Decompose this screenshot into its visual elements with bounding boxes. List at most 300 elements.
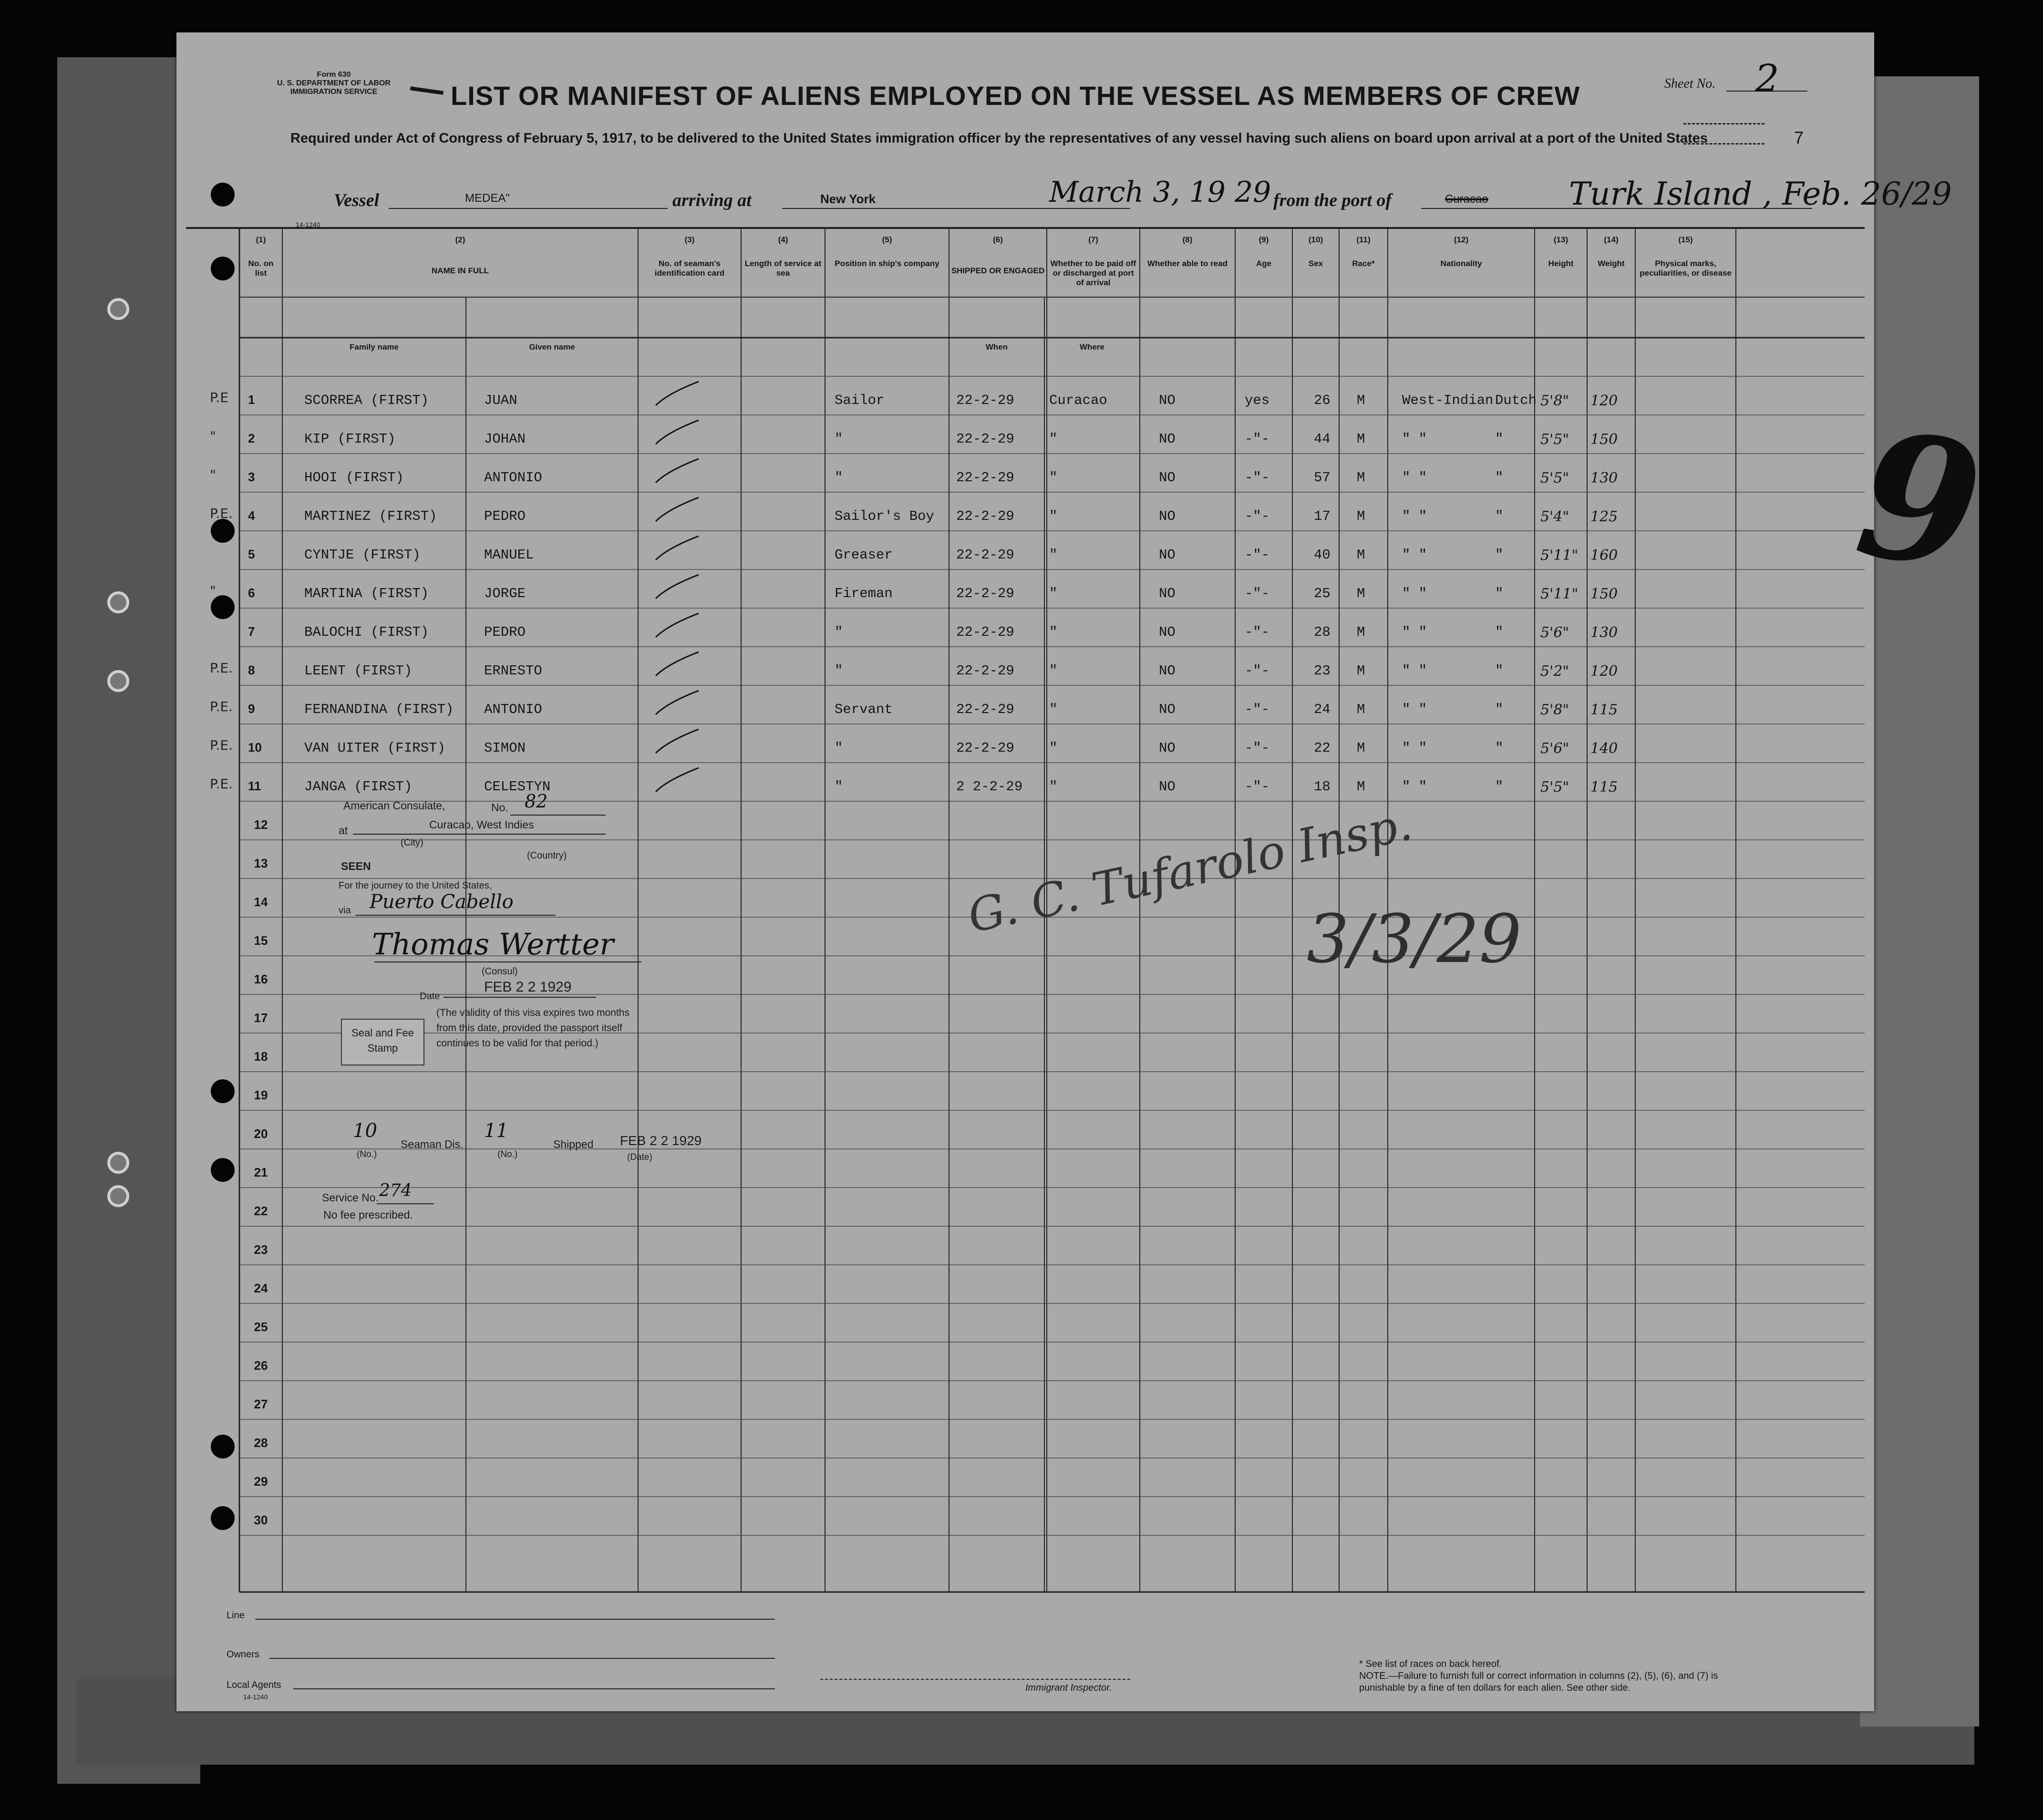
sex: M <box>1357 508 1365 524</box>
paid-off: NO <box>1159 547 1176 563</box>
row-number: 29 <box>254 1474 268 1489</box>
column-number: (5) <box>882 235 892 244</box>
date-line <box>444 997 596 998</box>
race: " " <box>1402 470 1427 486</box>
race: " " <box>1402 779 1427 795</box>
visa-validity-note: (The validity of this visa expires two months from this date, provided the passport itself continues to be valid for that period.) <box>436 1007 629 1049</box>
column-header: Nationality <box>1440 259 1482 268</box>
margin-note: P.E. <box>210 737 233 753</box>
weight: 120 <box>1590 663 1618 680</box>
races-note: * See list of races on back hereof. <box>1359 1659 1502 1669</box>
given-name: CELESTYN <box>484 779 551 795</box>
weight: 115 <box>1590 779 1618 796</box>
checkmark-stroke <box>656 768 699 792</box>
column-header: Height <box>1548 259 1574 268</box>
family-name: MARTINA (FIRST) <box>304 586 429 601</box>
column-header: Weight <box>1598 259 1625 268</box>
row-number: 28 <box>254 1436 268 1450</box>
shipped-where: Curacao <box>1049 393 1107 408</box>
consulate-at-label: at <box>339 824 348 837</box>
age: 40 <box>1314 547 1331 563</box>
column-number: (15) <box>1678 235 1693 244</box>
nationality: " <box>1495 663 1504 679</box>
column-number: (6) <box>993 235 1003 244</box>
age: 22 <box>1314 740 1331 756</box>
shipped-when: 22-2-29 <box>956 470 1014 486</box>
shipped-where: " <box>1049 508 1058 524</box>
margin-note: P.E. <box>210 699 233 714</box>
checkmark-icon <box>653 418 701 451</box>
weight: 150 <box>1590 431 1618 448</box>
shipped-where: " <box>1049 740 1058 756</box>
able-to-read: -"- <box>1245 740 1270 756</box>
position: Fireman <box>835 586 893 601</box>
seaman-dis-label: Seaman Dis. <box>401 1138 464 1150</box>
paid-off: NO <box>1159 702 1176 717</box>
column-header: Sex <box>1308 259 1323 268</box>
row-number: 14 <box>254 895 268 909</box>
checkmark-stroke <box>656 575 699 599</box>
paid-off: NO <box>1159 663 1176 679</box>
paid-off: NO <box>1159 431 1176 447</box>
agents-code: 14-1240 <box>243 1693 268 1701</box>
row-number: 23 <box>254 1242 268 1257</box>
sex: M <box>1357 663 1365 679</box>
position: " <box>835 663 843 679</box>
paid-off: NO <box>1159 586 1176 601</box>
date-label: Date <box>420 991 440 1002</box>
shipped-when: 22-2-29 <box>956 740 1014 756</box>
shipped-where: " <box>1049 547 1058 563</box>
checkmark-stroke <box>656 691 699 714</box>
given-name: ANTONIO <box>484 470 542 486</box>
nationality: " <box>1495 779 1504 795</box>
shipped-where: " <box>1049 470 1058 486</box>
row-number: 25 <box>254 1320 268 1334</box>
checkmark-icon <box>653 727 701 760</box>
arriving-value: New York <box>820 192 876 206</box>
height: 5'5" <box>1540 470 1569 486</box>
port-struck-value: Curacao <box>1445 193 1488 206</box>
family-name: CYNTJE (FIRST) <box>304 547 421 563</box>
position: " <box>835 779 843 795</box>
print-code: 14-1240 <box>296 221 320 228</box>
column-subheader: Family name <box>350 342 399 352</box>
no-fee-text: No fee prescribed. <box>323 1209 413 1221</box>
column-header: Whether able to read <box>1147 259 1228 268</box>
shipped-where: " <box>1049 624 1058 640</box>
height: 5'11" <box>1540 547 1579 564</box>
nationality: " <box>1495 547 1504 563</box>
given-name: JUAN <box>484 393 517 408</box>
paid-off: NO <box>1159 508 1176 524</box>
paid-off: NO <box>1159 740 1176 756</box>
given-name: PEDRO <box>484 624 526 640</box>
row-number: 24 <box>254 1281 268 1295</box>
paid-off: NO <box>1159 393 1176 408</box>
checkmark-stroke <box>656 652 699 676</box>
height: 5'6" <box>1540 740 1569 757</box>
shipped-where: " <box>1049 586 1058 601</box>
column-header: No. on list <box>248 259 274 278</box>
weight: 120 <box>1590 393 1618 409</box>
column-subheader: Where <box>1080 342 1104 352</box>
position: " <box>835 431 843 447</box>
line-label: Line <box>227 1610 245 1621</box>
page-title: LIST OR MANIFEST OF ALIENS EMPLOYED ON THE VESSEL AS MEMBERS OF CREW <box>451 81 1580 111</box>
height: 5'4" <box>1540 508 1569 525</box>
margin-note: " <box>210 428 216 444</box>
race: " " <box>1402 663 1427 679</box>
manifest-sheet <box>176 32 1993 1711</box>
consulate-place: Curacao, West Indies <box>429 818 534 831</box>
column-header: Age <box>1256 259 1272 268</box>
checkmark-icon <box>653 379 701 413</box>
sheet-number-label: Sheet No. <box>1664 76 1716 91</box>
column-number: (12) <box>1454 235 1469 244</box>
column-number: (9) <box>1259 235 1269 244</box>
weight: 130 <box>1590 624 1618 641</box>
checkmark-stroke <box>656 382 699 405</box>
family-name: LEENT (FIRST) <box>304 663 413 679</box>
weight: 160 <box>1590 547 1618 564</box>
column-number: (1) <box>256 235 266 244</box>
row-number: 13 <box>254 856 268 870</box>
form-number: Form 630 <box>317 71 351 79</box>
shipped-when: 22-2-29 <box>956 547 1014 563</box>
consul-signature: Thomas Wertter <box>372 927 614 962</box>
binder-ring <box>107 670 129 692</box>
line-rule <box>255 1619 775 1620</box>
shipped-when: 22-2-29 <box>956 663 1014 679</box>
consulate-label: American Consulate, <box>343 799 445 812</box>
sex: M <box>1357 740 1365 756</box>
row-number: 22 <box>254 1204 268 1218</box>
column-header: Position in ship's company <box>835 259 939 268</box>
row-number: 18 <box>254 1049 268 1064</box>
consulate-no-line <box>510 815 606 816</box>
row-number: 3 <box>248 470 255 484</box>
row-number: 8 <box>248 663 255 677</box>
age: 28 <box>1314 624 1331 640</box>
column-subheader: Given name <box>529 342 575 352</box>
column-number: (8) <box>1182 235 1193 244</box>
seen-mark: SEEN <box>341 860 371 872</box>
journey-text: For the journey to the United States, <box>339 880 492 891</box>
family-name: JANGA (FIRST) <box>304 779 413 795</box>
binder-ring <box>107 591 129 613</box>
shipped-when: 22-2-29 <box>956 508 1014 524</box>
row-number: 26 <box>254 1358 268 1373</box>
race: " " <box>1402 547 1427 563</box>
age: 44 <box>1314 431 1331 447</box>
age: 57 <box>1314 470 1331 486</box>
position: " <box>835 470 843 486</box>
age: 18 <box>1314 779 1331 795</box>
checkmark-stroke <box>656 729 699 753</box>
position: " <box>835 740 843 756</box>
shipped-when: 22-2-29 <box>956 431 1014 447</box>
vessel-label: Vessel <box>334 190 379 210</box>
nationality: " <box>1495 624 1504 640</box>
family-name: MARTINEZ (FIRST) <box>304 508 437 524</box>
column-number: (13) <box>1553 235 1568 244</box>
family-name: VAN UITER (FIRST) <box>304 740 445 756</box>
column-header: SHIPPED OR ENGAGED <box>951 266 1045 275</box>
able-to-read: -"- <box>1245 702 1270 717</box>
height: 5'5" <box>1540 779 1569 796</box>
row-number: 12 <box>254 817 268 832</box>
nationality: " <box>1495 702 1504 717</box>
vessel-value: MEDEA" <box>465 192 510 205</box>
port-hand-value: Turk Island , Feb. 26/29 <box>1569 176 1952 212</box>
checkmark-stroke <box>656 420 699 444</box>
sex: M <box>1357 393 1365 408</box>
given-name: JORGE <box>484 586 526 601</box>
race: " " <box>1402 740 1427 756</box>
department-name: U. S. DEPARTMENT OF LABOR <box>277 79 391 87</box>
sex: M <box>1357 547 1365 563</box>
seal-fee-text: Seal and Fee Stamp <box>351 1027 414 1054</box>
margin-note: P.E <box>210 390 229 405</box>
height: 5'11" <box>1540 586 1579 602</box>
given-name: PEDRO <box>484 508 526 524</box>
row-number: 10 <box>248 740 262 755</box>
shipped-where: " <box>1049 663 1058 679</box>
row-number: 19 <box>254 1088 268 1102</box>
margin-note: P.E. <box>210 506 233 521</box>
checkmark-icon <box>653 495 701 528</box>
given-name: ERNESTO <box>484 663 542 679</box>
column-number: (11) <box>1356 235 1371 244</box>
row-number: 16 <box>254 972 268 986</box>
checkmark-stroke <box>656 497 699 521</box>
race: West-Indian <box>1402 393 1494 408</box>
column-header: Physical marks, peculiarities, or disease <box>1640 259 1732 278</box>
shipped-label: Shipped <box>553 1138 594 1150</box>
consul-caption: (Consul) <box>482 966 518 977</box>
weight: 140 <box>1590 740 1618 757</box>
checkmark-stroke <box>656 459 699 483</box>
nationality: " <box>1495 508 1504 524</box>
paid-off: NO <box>1159 624 1176 640</box>
checkmark-stroke <box>656 613 699 637</box>
column-number: (3) <box>684 235 695 244</box>
family-name: KIP (FIRST) <box>304 431 396 447</box>
sex: M <box>1357 470 1365 486</box>
inspection-date: 3/3/29 <box>1307 900 1522 978</box>
race: " " <box>1402 431 1427 447</box>
row-number: 2 <box>248 431 255 445</box>
sex: M <box>1357 431 1365 447</box>
sheet-number-value: 2 <box>1755 56 1779 101</box>
consulate-at-line <box>353 834 606 835</box>
page-subtitle: Required under Act of Congress of February 5, 1917, to be delivered to the United States immigration officer by the representatives of any vessel having such aliens on board upon arrival at a port of the United States <box>290 131 1708 146</box>
given-name: JOHAN <box>484 431 526 447</box>
height: 5'8" <box>1540 393 1569 409</box>
via-line <box>355 915 556 916</box>
paid-off: NO <box>1159 470 1176 486</box>
height: 5'6" <box>1540 624 1569 641</box>
margin-note: " <box>210 467 216 483</box>
shipped-when: 22-2-29 <box>956 393 1014 408</box>
inspector-signature: G. C. Tufarolo Insp. <box>963 796 1417 943</box>
nationality: " <box>1495 431 1504 447</box>
margin-note: P.E. <box>210 660 233 676</box>
position: Greaser <box>835 547 893 563</box>
nationality: Dutch <box>1495 393 1537 408</box>
shipped-when: 22-2-29 <box>956 586 1014 601</box>
checkmark-icon <box>653 650 701 683</box>
service-no-value: 274 <box>379 1181 412 1200</box>
shipped-when: 22-2-29 <box>956 702 1014 717</box>
able-to-read: -"- <box>1245 624 1270 640</box>
column-number: (10) <box>1308 235 1323 244</box>
position: " <box>835 624 843 640</box>
able-to-read: -"- <box>1245 508 1270 524</box>
checkmark-icon <box>653 765 701 799</box>
family-name: SCORREA (FIRST) <box>304 393 429 408</box>
margin-note: P.E. <box>210 776 233 792</box>
row-number: 9 <box>248 702 255 716</box>
weight: 150 <box>1590 586 1618 602</box>
paid-off: NO <box>1159 779 1176 795</box>
row-number: 17 <box>254 1011 268 1025</box>
agents-rule <box>293 1688 775 1689</box>
nationality: " <box>1495 740 1504 756</box>
binder-ring <box>107 298 129 320</box>
checkmark-icon <box>653 456 701 490</box>
able-to-read: -"- <box>1245 431 1270 447</box>
inspector-rule <box>820 1679 1130 1680</box>
sex: M <box>1357 586 1365 601</box>
able-to-read: -"- <box>1245 547 1270 563</box>
shipped-when: 22-2-29 <box>956 624 1014 640</box>
seaman-dis-no-caption: (No.) <box>497 1149 518 1159</box>
shipped-where: " <box>1049 779 1058 795</box>
position: Servant <box>835 702 893 717</box>
column-number: (2) <box>455 235 465 244</box>
able-to-read: -"- <box>1245 779 1270 795</box>
height: 5'5" <box>1540 431 1569 448</box>
column-header: No. of seaman's identification card <box>654 259 725 278</box>
service-no-label: Service No. <box>322 1191 379 1204</box>
age: 24 <box>1314 702 1331 717</box>
corner-mark: 7 <box>1794 128 1804 147</box>
via-label: via <box>339 905 351 916</box>
column-subheader: When <box>985 342 1008 352</box>
shipped-where: " <box>1049 702 1058 717</box>
arriving-label: arriving at <box>672 190 752 210</box>
port-label: from the port of <box>1273 190 1392 210</box>
stamp-date: FEB 2 2 1929 <box>484 979 572 995</box>
shipped-when: 2 2-2-29 <box>956 779 1023 795</box>
age: 25 <box>1314 586 1331 601</box>
checkmark-icon <box>653 572 701 606</box>
checkmark-icon <box>653 688 701 722</box>
age: 26 <box>1314 393 1331 408</box>
seaman-no-caption: (No.) <box>357 1149 377 1159</box>
row-number: 21 <box>254 1165 268 1179</box>
shipped-date-caption: (Date) <box>627 1152 652 1162</box>
given-name: ANTONIO <box>484 702 542 717</box>
service-name: IMMIGRATION SERVICE <box>290 88 378 96</box>
race: " " <box>1402 586 1427 601</box>
weight: 125 <box>1590 508 1618 525</box>
row-number: 11 <box>248 779 261 793</box>
race: " " <box>1402 702 1427 717</box>
consulate-city-caption: (City) <box>401 838 423 848</box>
able-to-read: -"- <box>1245 586 1270 601</box>
consulate-no-value: 82 <box>525 791 548 812</box>
column-header: Length of service at sea <box>744 259 822 278</box>
checkmark-icon <box>653 611 701 644</box>
agents-label: Local Agents <box>227 1680 281 1690</box>
row-number: 27 <box>254 1397 268 1411</box>
row-number: 6 <box>248 586 255 600</box>
row-number: 5 <box>248 547 255 561</box>
sex: M <box>1357 624 1365 640</box>
family-name: HOOI (FIRST) <box>304 470 404 486</box>
nationality: " <box>1495 470 1504 486</box>
row-number: 30 <box>254 1513 268 1527</box>
binder-ring <box>107 1152 129 1174</box>
position: Sailor <box>835 393 885 408</box>
column-header: Whether to be paid off or discharged at port of arrival <box>1050 259 1136 287</box>
checkmark-icon <box>653 534 701 567</box>
family-name: FERNANDINA (FIRST) <box>304 702 454 717</box>
margin-mark: 9 <box>1846 392 1993 609</box>
manifest-grid <box>176 32 1874 1711</box>
service-no-line <box>377 1203 434 1204</box>
binder-ring <box>107 1185 129 1207</box>
consulate-country-caption: (Country) <box>527 850 567 861</box>
consulate-no-label: No. <box>491 801 508 814</box>
nationality: " <box>1495 586 1504 601</box>
owners-rule <box>269 1658 775 1659</box>
seaman-number: 10 <box>353 1120 377 1142</box>
via-value: Puerto Cabello <box>370 891 514 913</box>
arrival-date: March 3, 19 29 <box>1049 176 1271 209</box>
height: 5'2" <box>1540 663 1569 680</box>
row-number: 15 <box>254 933 268 948</box>
row-number: 1 <box>248 393 255 407</box>
weight: 130 <box>1590 470 1618 486</box>
sex: M <box>1357 779 1365 795</box>
able-to-read: yes <box>1245 393 1270 408</box>
column-header: Race* <box>1352 259 1375 268</box>
row-number: 4 <box>248 508 255 523</box>
able-to-read: -"- <box>1245 470 1270 486</box>
given-name: MANUEL <box>484 547 534 563</box>
age: 23 <box>1314 663 1331 679</box>
seal-fee-box <box>341 1019 424 1065</box>
margin-note: " <box>210 583 216 599</box>
family-name: BALOCHI (FIRST) <box>304 624 429 640</box>
age: 17 <box>1314 508 1331 524</box>
column-number: (7) <box>1088 235 1098 244</box>
shipped-date: FEB 2 2 1929 <box>620 1133 702 1148</box>
position: Sailor's Boy <box>835 508 934 524</box>
underlying-page-right <box>1860 76 1979 1727</box>
penalty-note: NOTE.—Failure to furnish full or correct information in columns (2), (5), (6), and (7) is punishable by a fine of ten dollars for each alien. See other side. <box>1359 1671 1718 1693</box>
shipped-where: " <box>1049 431 1058 447</box>
column-number: (14) <box>1604 235 1619 244</box>
row-number: 7 <box>248 624 255 639</box>
seaman-dis-number: 11 <box>484 1120 508 1142</box>
weight: 115 <box>1590 702 1618 718</box>
row-number: 20 <box>254 1127 268 1141</box>
